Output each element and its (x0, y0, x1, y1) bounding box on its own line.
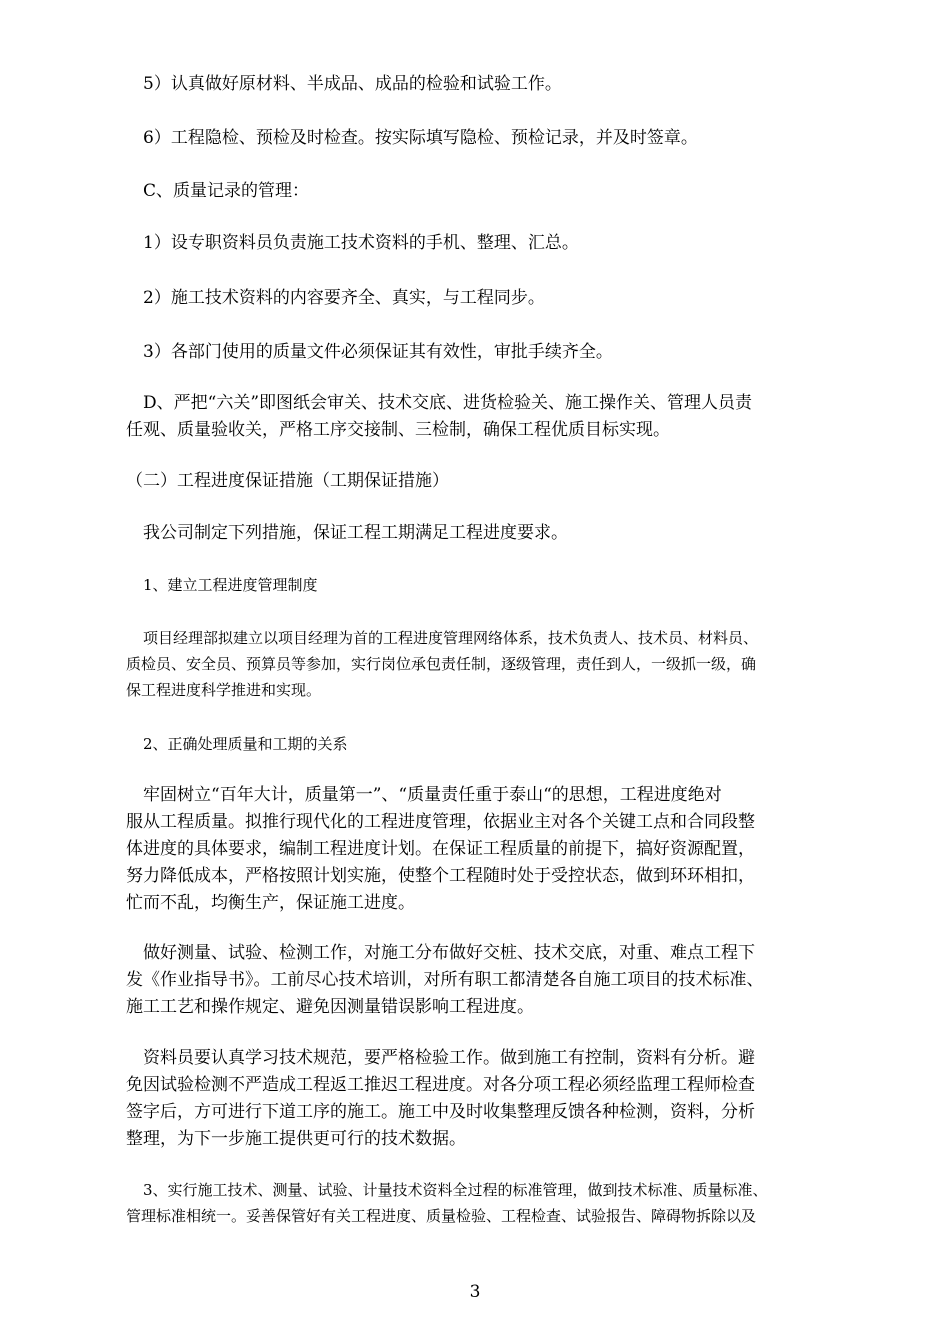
text-line: 项目经理部拟建立以项目经理为首的工程进度管理网络体系，技术负责人、技术员、材料员、 (143, 629, 759, 647)
paragraph-item-6: 6）工程隐检、预检及时检查。按实际填写隐检、预检记录，并及时签章。 (143, 128, 698, 148)
text-line: 免因试验检测不严造成工程返工推迟工程进度。对各分项工程必须经监理工程师检查 (126, 1075, 755, 1095)
paragraph-records-2: 2）施工技术资料的内容要齐全、真实，与工程同步。 (143, 288, 545, 308)
text-line: 3、实行施工技术、测量、试验、计量技术资料全过程的标准管理，做到技术标准、质量标准、 (143, 1181, 768, 1199)
text-line: 服从工程质量。拟推行现代化的工程进度管理，依据业主对各个关键工点和合同段整 (126, 812, 755, 832)
text-line: 施工工艺和操作规定、避免因测量错误影响工程进度。 (126, 997, 534, 1017)
section-heading-schedule: （二）工程进度保证措施（工期保证措施） (126, 471, 449, 491)
text-line: 签字后，方可进行下道工序的施工。施工中及时收集整理反馈各种检测，资料，分析 (126, 1102, 755, 1122)
paragraph-records-1: 1）设专职资料员负责施工技术资料的手机、整理、汇总。 (143, 233, 579, 253)
paragraph-intro: 我公司制定下列措施，保证工程工期满足工程进度要求。 (143, 523, 568, 543)
text-line: 整理，为下一步施工提供更可行的技术数据。 (126, 1129, 466, 1149)
text-line: 管理标准相统一。妥善保管好有关工程进度、质量检验、工程检查、试验报告、障碍物拆除以及 (126, 1207, 757, 1225)
text-line: 忙而不乱，均衡生产，保证施工进度。 (126, 893, 415, 913)
text-line: 质检员、安全员、预算员等参加，实行岗位承包责任制，逐级管理，责任到人，一级抓一级，确 (126, 655, 757, 673)
paragraph-records-3: 3）各部门使用的质量文件必须保证其有效性，审批手续齐全。 (143, 342, 613, 362)
subheading-2: 2、正确处理质量和工期的关系 (143, 735, 348, 753)
paragraph-item-5: 5）认真做好原材料、半成品、成品的检验和试验工作。 (143, 74, 562, 94)
heading-quality-records: C、质量记录的管理： (143, 181, 310, 201)
text-line: 保工程进度科学推进和实现。 (126, 681, 322, 699)
subheading-1: 1、建立工程进度管理制度 (143, 576, 318, 594)
text-line: D、严把“六关”即图纸会审关、技术交底、进货检验关、施工操作关、管理人员责 (143, 393, 753, 413)
text-line: 任观、质量验收关，严格工序交接制、三检制，确保工程优质目标实现。 (126, 420, 670, 440)
page-number: 3 (469, 1282, 481, 1302)
text-line: 发《作业指导书》。工前尽心技术培训，对所有职工都清楚各自施工项目的技术标准、 (126, 970, 764, 990)
text-line: 牢固树立“百年大计，质量第一”、“质量责任重于泰山“的思想，工程进度绝对 (143, 785, 722, 805)
text-line: 资料员要认真学习技术规范，要严格检验工作。做到施工有控制，资料有分析。避 (143, 1048, 755, 1068)
text-line: 体进度的具体要求，编制工程进度计划。在保证工程质量的前提下，搞好资源配置， (126, 839, 755, 859)
text-line: 做好测量、试验、检测工作，对施工分布做好交桩、技术交底，对重、难点工程下 (143, 943, 755, 963)
text-line: 努力降低成本，严格按照计划实施，使整个工程随时处于受控状态，做到环环相扣， (126, 866, 755, 886)
